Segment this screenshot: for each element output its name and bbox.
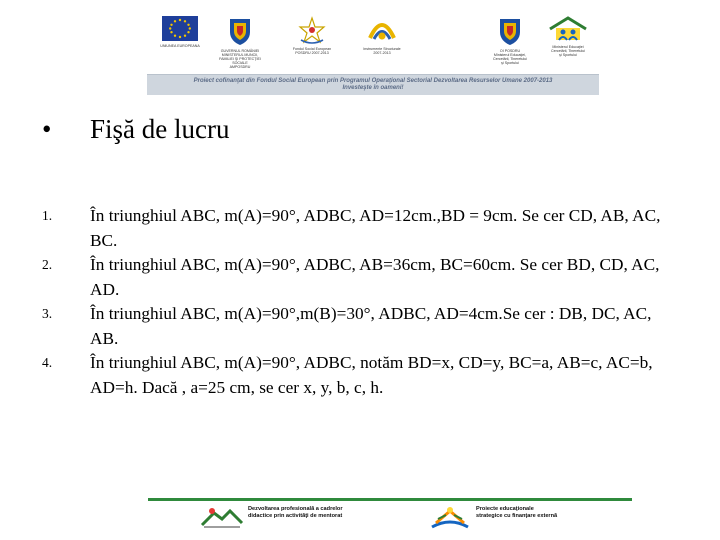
romania-logo-caption: GUVERNUL ROMÂNIEI MINISTERUL MUNCII, FAMILIEI ŞI PROTECŢIEI SOCIALE AMPOSDRU — [219, 49, 261, 69]
exercise-number: 1. — [42, 208, 53, 223]
exercise-list — [42, 204, 682, 400]
exercise-item — [42, 204, 682, 253]
eu-flag-logo — [151, 16, 209, 48]
logo-row — [147, 14, 599, 76]
cofinancing-strip-line1: Proiect cofinanţat din Fondul Social European prin Programul Operaţional Sectorial Dezvoltarea Resurselor Umane 2007-2013 — [193, 78, 553, 84]
fse-logo-caption: Fondul Social European POSDRU 2007-2013 — [292, 47, 332, 55]
exercise-text: În triunghiul ABC, m(A)=90°,m(B)=30°, ADBC, AD=4cm.Se cer : DB, DC, AC, AB. — [90, 304, 652, 348]
exercise-item — [42, 351, 682, 400]
footer-divider — [148, 498, 632, 501]
title-bullet: • — [42, 114, 52, 144]
exercise-number: 4. — [42, 355, 53, 370]
cofinancing-strip-line2: Investeşte în oameni! — [342, 85, 404, 91]
exercise-number: 3. — [42, 306, 53, 321]
exercise-text: În triunghiul ABC, m(A)=90°, ADBC, AD=12cm.,BD = 9cm. Se cer CD, AB, AC, BC. — [90, 206, 661, 250]
exercise-text: În triunghiul ABC, m(A)=90°, ADBC, AB=36cm, BC=60cm. Se cer BD, CD, AC, AD. — [90, 255, 660, 299]
fse-star-logo — [283, 16, 341, 55]
instrumente-structurale-logo — [353, 16, 411, 55]
proiecte-educationale-logo — [428, 505, 608, 529]
mentorat-project-logo — [200, 505, 380, 529]
romania-coat-of-arms-logo — [211, 16, 269, 69]
mentorat-project-caption: Dezvoltarea profesională a cadrelor didactice prin activităţi de mentorat — [248, 506, 343, 519]
proiecte-educationale-caption: Proiecte educaţionale strategice cu finanţare externă — [476, 506, 558, 519]
ministry-education-logo-caption: Ministerul Educaţiei Cercetării, Tineretului şi Sportului — [551, 45, 585, 57]
exercise-item — [42, 253, 682, 302]
book-sun-icon — [428, 505, 472, 529]
oi-ministry-coat-of-arms-logo — [481, 16, 539, 65]
logo-banner — [147, 14, 599, 96]
exercise-item — [42, 302, 682, 351]
slide-title: Fişă de lucru — [90, 114, 230, 144]
open-book-icon — [200, 505, 244, 529]
ministry-education-logo — [539, 16, 597, 57]
exercise-text: În triunghiul ABC, m(A)=90°, ADBC, notăm BD=x, CD=y, BC=a, AB=c, AC=b, AD=h. Dacă , a=25 cm, se cer x, y, b, c, h. — [90, 353, 653, 397]
oi-ministry-logo-caption: OI POSDRU Ministerul Educaţiei, Cercetării, Tineretului şi Sportului — [493, 49, 527, 65]
eu-logo-caption: UNIUNEA EUROPEANA — [160, 44, 200, 48]
exercise-number: 2. — [42, 257, 53, 272]
instrumente-logo-caption: Instrumente Structurale 2007-2013 — [363, 47, 401, 55]
cofinancing-strip — [147, 74, 599, 95]
